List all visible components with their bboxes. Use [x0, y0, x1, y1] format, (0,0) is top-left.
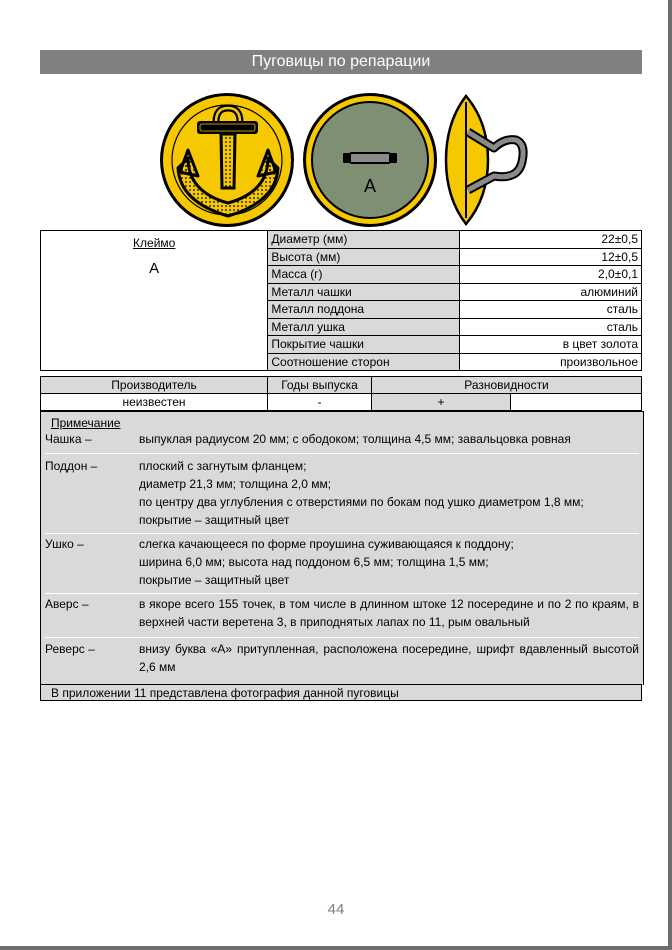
spec-key: Соотношение сторон	[268, 353, 459, 371]
note-label: Чашка –	[45, 432, 92, 446]
divider	[45, 453, 639, 454]
note-label: Поддон –	[45, 459, 98, 473]
note-line: слегка качающееся по форме проушина суживающаяся к поддону;	[139, 537, 514, 551]
divider	[45, 637, 639, 638]
spec-key: Диаметр (мм)	[268, 231, 459, 249]
divider	[45, 593, 639, 594]
note-label: Ушко –	[45, 537, 84, 551]
manufacturer-value: неизвестен	[41, 394, 268, 411]
note-line: диаметр 21,3 мм; толщина 2,0 мм;	[139, 477, 332, 491]
manufacturer-header: Производитель	[41, 377, 268, 394]
appendix-note: В приложении 11 представлена фотография данной пуговицы	[40, 684, 642, 701]
variants-header: Разновидности	[372, 377, 642, 394]
production-table	[40, 376, 642, 411]
note-label: Реверс –	[45, 642, 95, 656]
note-text: внизу буква «А» притупленная, расположена посередине, шрифт вдавленный высотой 2,6 мм	[139, 642, 639, 674]
note-line: плоский с загнутым фланцем;	[139, 459, 307, 473]
spec-value: произвольное	[459, 353, 641, 371]
notes-section	[40, 411, 644, 685]
spec-value: 22±0,5	[459, 231, 641, 249]
years-value: -	[268, 394, 372, 411]
spec-key: Высота (мм)	[268, 248, 459, 266]
spec-value: в цвет золота	[459, 336, 641, 354]
spec-key: Металл ушка	[268, 318, 459, 336]
note-line: по центру два углубления с отверстиями по бокам под ушко диаметром 1,8 мм;	[139, 495, 584, 509]
button-profile-icon	[446, 96, 523, 224]
note-line: покрытие – защитный цвет	[139, 573, 290, 587]
specifications-table	[40, 230, 642, 371]
note-line: покрытие – защитный цвет	[139, 513, 290, 527]
note-text	[139, 430, 639, 448]
spec-key: Масса (г)	[268, 266, 459, 284]
mark-value: А	[149, 260, 160, 277]
note-line: выпуклая радиусом 20 мм; с ободоком; толщина 4,5 мм; завальцовка ровная	[139, 432, 571, 446]
note-line: ширина 6,0 мм; высота над поддоном 6,5 мм; толщина 1,5 мм;	[139, 555, 489, 569]
variant-2	[511, 394, 642, 411]
spec-key: Металл чашки	[268, 283, 459, 301]
note-label: Аверс –	[45, 597, 89, 611]
reverse-button	[303, 93, 437, 227]
spec-value: сталь	[459, 318, 641, 336]
mark-label: Клеймо	[133, 236, 176, 250]
obverse-button	[160, 93, 294, 227]
spec-value: сталь	[459, 301, 641, 319]
button-illustrations	[0, 92, 672, 228]
years-header: Годы выпуска	[268, 377, 372, 394]
reverse-letter: А	[363, 176, 377, 196]
shank-icon	[343, 153, 397, 163]
divider	[45, 533, 639, 534]
spec-value: 12±0,5	[459, 248, 641, 266]
spec-value: алюминий	[459, 283, 641, 301]
page-title: Пуговицы по репарации	[40, 50, 642, 74]
note-text: в якоре всего 155 точек, в том числе в длинном штоке 12 посередине и по 2 по краям, в верхней части веретена 3, в приподнятых лапах по 11, рым овальный	[139, 597, 639, 629]
spec-key: Покрытие чашки	[268, 336, 459, 354]
note-text	[139, 535, 639, 589]
note-text	[139, 457, 639, 529]
page-number: 44	[327, 901, 345, 918]
mark-cell	[41, 231, 268, 371]
notes-title: Примечание	[51, 416, 121, 430]
spec-value: 2,0±0,1	[459, 266, 641, 284]
spec-key: Металл поддона	[268, 301, 459, 319]
variant-1: +	[372, 394, 511, 411]
